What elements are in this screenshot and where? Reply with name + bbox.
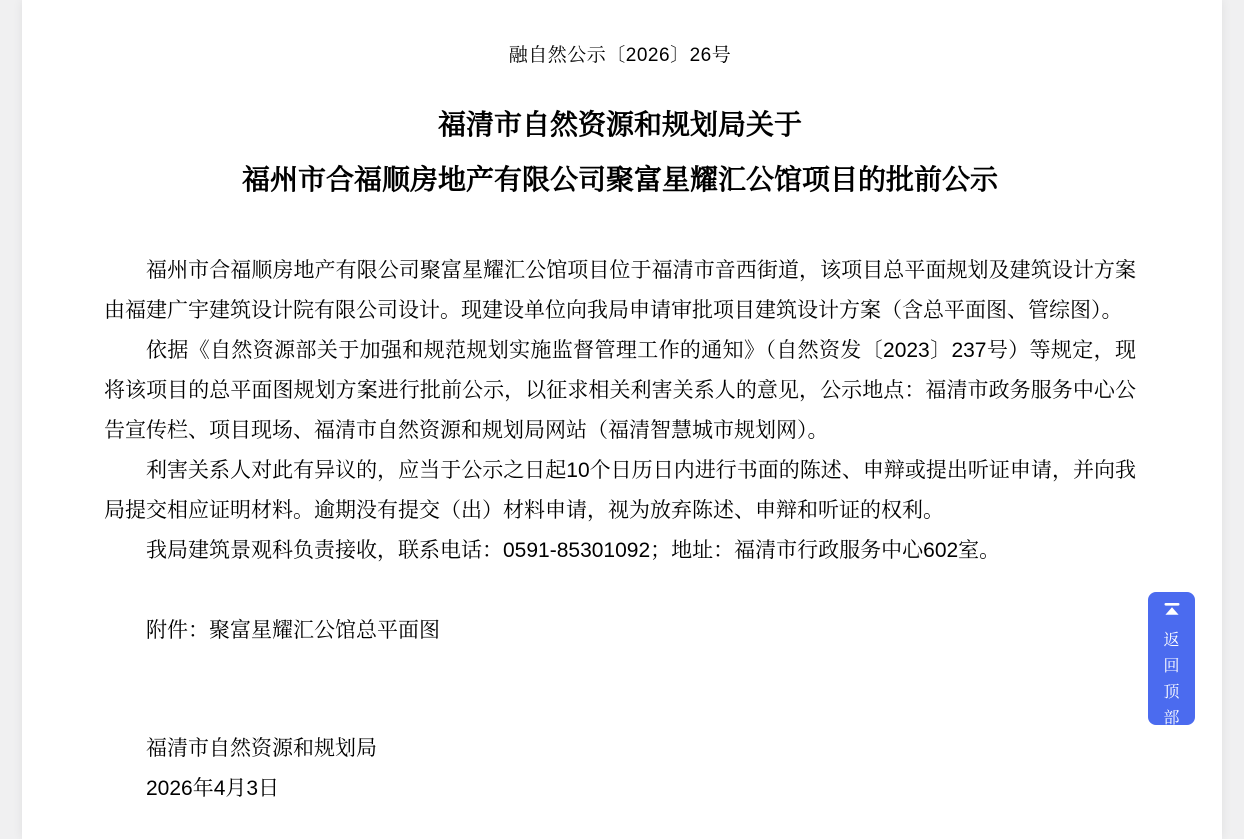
body-paragraph: 依据《自然资源部关于加强和规范规划实施监督管理工作的通知》（自然资发〔2023〕237号）等规定，现将该项目的总平面图规划方案进行批前公示，以征求相关利害关系人的意见，公示地点：福清市政务服务中心公告宣传栏、项目现场、福清市自然资源和规划局网站（福清智慧城市规划网）。 xyxy=(104,339,1136,442)
back-to-top-label-char: 返 xyxy=(1163,632,1180,649)
back-to-top-button[interactable] xyxy=(1148,592,1195,725)
doc-number: 融自然公示〔2026〕26号 xyxy=(508,45,732,66)
signature-block xyxy=(104,729,1136,809)
page-title xyxy=(104,97,1136,207)
page-title-line-1: 福清市自然资源和规划局关于 xyxy=(437,109,802,140)
document-body xyxy=(104,251,1136,651)
signature-agency: 福清市自然资源和规划局 xyxy=(146,737,377,760)
scroll-to-top-icon xyxy=(1164,603,1180,616)
signature-date: 2026年4月3日 xyxy=(146,777,280,800)
body-paragraph: 我局建筑景观科负责接收，联系电话：0591-85301092；地址：福清市行政服务中心602室。 xyxy=(146,539,1001,562)
back-to-top-label-char: 部 xyxy=(1163,710,1180,727)
back-to-top-label-char: 回 xyxy=(1163,658,1180,675)
document-page xyxy=(22,0,1222,839)
back-to-top-label-char: 顶 xyxy=(1163,684,1180,701)
page-title-line-2: 福州市合福顺房地产有限公司聚富星耀汇公馆项目的批前公示 xyxy=(241,164,998,195)
attachment-line: 附件：聚富星耀汇公馆总平面图 xyxy=(146,619,440,642)
body-paragraph: 利害关系人对此有异议的，应当于公示之日起10个日历日内进行书面的陈述、申辩或提出听证申请，并向我局提交相应证明材料。逾期没有提交（出）材料申请，视为放弃陈述、申辩和听证的权利。 xyxy=(104,459,1136,522)
body-paragraph: 福州市合福顺房地产有限公司聚富星耀汇公馆项目位于福清市音西街道，该项目总平面规划及建筑设计方案由福建广宇建筑设计院有限公司设计。现建设单位向我局申请审批项目建筑设计方案（含总平面图、管综图）。 xyxy=(104,259,1136,322)
